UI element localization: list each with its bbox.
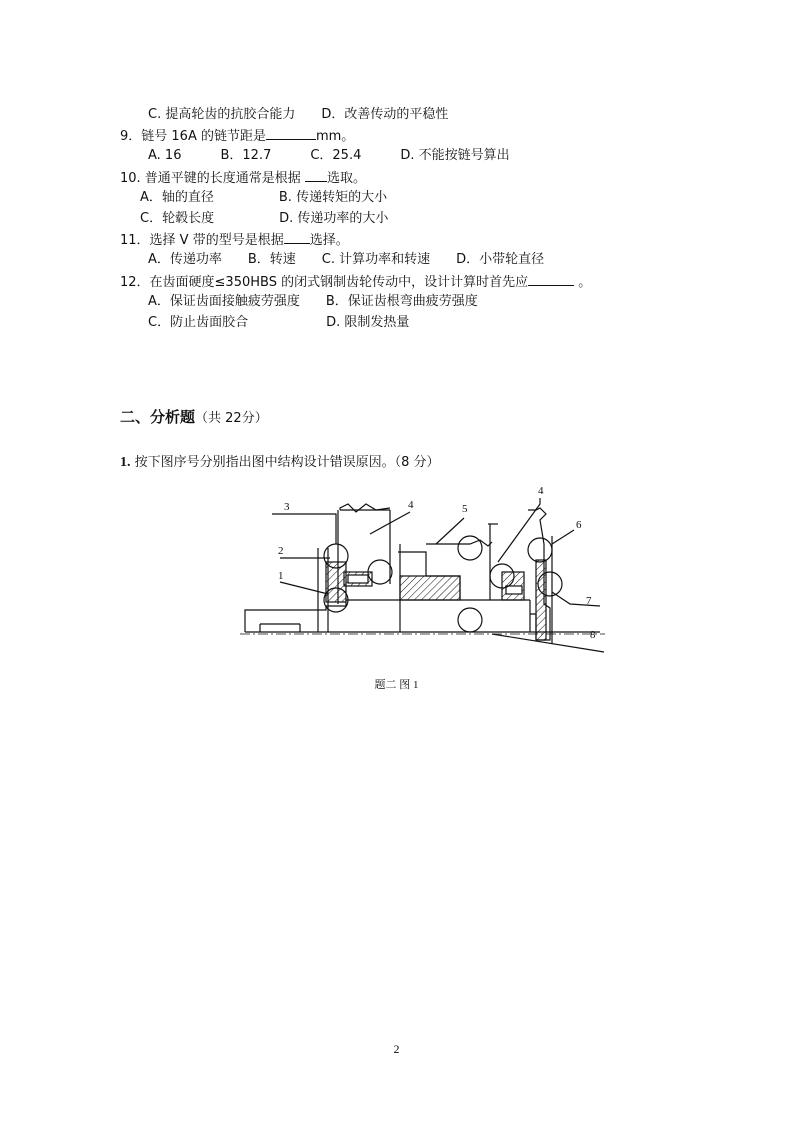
problem-number: 1. [120, 455, 131, 470]
section-title: 二、分析题 [120, 408, 196, 426]
q11-stem [120, 231, 349, 249]
q12-stem-post: 。 [574, 275, 592, 290]
q10-blank [305, 169, 327, 182]
section-heading [120, 406, 268, 427]
shaft-structure-figure [240, 484, 612, 660]
figure-label-1: 1 [278, 570, 284, 582]
problem-1 [120, 451, 440, 471]
q10-options-line2: C．轮毂长度 D. 传递功率的大小 [140, 211, 389, 226]
figure-label-5: 5 [462, 503, 468, 515]
q12-options-line2: C．防止齿面胶合 D. 限制发热量 [148, 315, 410, 330]
figure-label-2: 2 [278, 545, 284, 557]
figure-label-4-left: 4 [408, 499, 414, 511]
q11-blank [284, 231, 310, 244]
q10-stem [120, 169, 366, 187]
q11-stem-pre: 11．选择 V 带的型号是根据 [120, 233, 284, 248]
q9-blank [266, 127, 316, 140]
q11-stem-post: 选择。 [309, 233, 349, 248]
page-number: 2 [393, 1042, 400, 1056]
q9-stem [120, 127, 354, 145]
figure-label-3: 3 [284, 501, 290, 513]
q8-options-line: C. 提高轮齿的抗胶合能力 D．改善传动的平稳性 [148, 107, 449, 122]
q12-stem-pre: 12．在齿面硬度≤350HBS 的闭式钢制齿轮传动中，设计计算时首先应 [120, 275, 529, 290]
figure-label-7: 7 [586, 595, 592, 607]
figure-label-4-right: 4 [538, 485, 544, 497]
section-points: （共 22分） [195, 411, 268, 426]
q10-stem-pre: 10. 普通平键的长度通常是根据 [120, 171, 305, 186]
figure-label-8: 8 [590, 629, 596, 641]
q12-blank [528, 273, 574, 286]
problem-text: 按下图序号分别指出图中结构设计错误原因。（8 分） [130, 455, 440, 470]
q9-stem-pre: 9．链号 16A 的链节距是 [120, 129, 266, 144]
q10-stem-post: 选取。 [326, 171, 366, 186]
q10-options-line1: A．轴的直径 B. 传递转矩的大小 [140, 190, 388, 205]
figure-label-6: 6 [576, 519, 582, 531]
q11-options: A．传递功率 B．转速 C. 计算功率和转速 D．小带轮直径 [148, 252, 545, 267]
q9-stem-post: mm。 [315, 129, 355, 144]
q12-options-line1: A．保证齿面接触疲劳强度 B．保证齿根弯曲疲劳强度 [148, 294, 478, 309]
q9-options: A. 16 B．12.7 C．25.4 D. 不能按链号算出 [148, 148, 510, 163]
figure-caption: 题二 图 1 [374, 679, 419, 691]
q12-stem [120, 273, 591, 291]
